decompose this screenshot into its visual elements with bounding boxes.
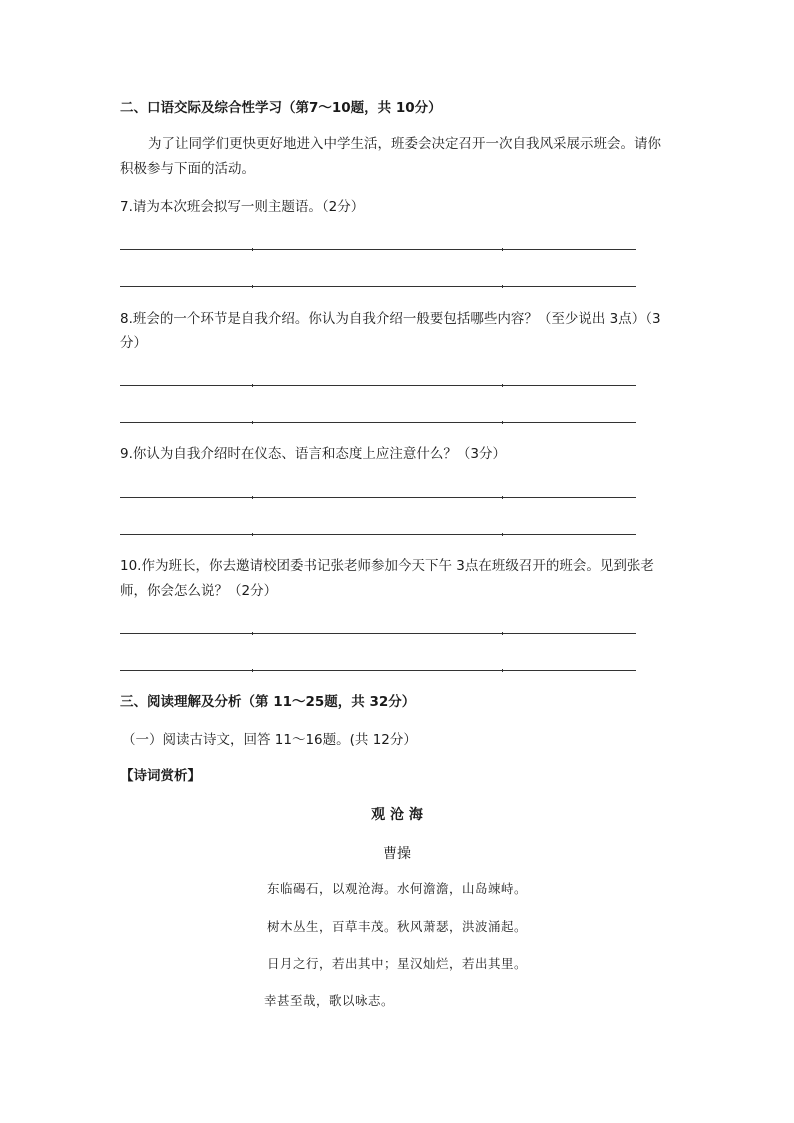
answer-line-tick	[252, 669, 253, 672]
answer-line	[120, 286, 636, 287]
question-8-line2: 分）	[120, 335, 147, 351]
answer-line-tick	[252, 496, 253, 499]
poem-line-3: 日月之行，若出其中；星汉灿烂，若出其里。	[266, 956, 527, 971]
poem-title: 观 沧 海	[371, 807, 423, 823]
answer-line-tick	[502, 533, 503, 536]
question-8-line1: 8.班会的一个环节是自我介绍。你认为自我介绍一般要包括哪些内容？（至少说出 3点）（3	[120, 311, 661, 327]
answer-line	[120, 633, 636, 634]
poem-author: 曹操	[383, 846, 411, 862]
answer-line	[120, 422, 636, 423]
answer-line-tick	[502, 285, 503, 288]
section2-heading: 二、口语交际及综合性学习（第7～10题，共 10分）	[120, 100, 442, 116]
question-10-line1: 10.作为班长，你去邀请校团委书记张老师参加今天下午 3点在班级召开的班会。见到张老	[120, 558, 654, 574]
answer-line-tick	[252, 248, 253, 251]
poem-line-1: 东临碣石，以观沧海。水何澹澹，山岛竦峙。	[266, 881, 527, 896]
poem-line-2: 树木丛生，百草丰茂。秋风萧瑟，洪波涌起。	[266, 919, 527, 934]
answer-line-tick	[502, 496, 503, 499]
question-7: 7.请为本次班会拟写一则主题语。（2分）	[120, 199, 365, 215]
poetry-appreciation-label: 【诗词赏析】	[120, 768, 201, 784]
answer-line-tick	[252, 421, 253, 424]
answer-line	[120, 497, 636, 498]
question-10-line2: 师，你会怎么说？（2分）	[120, 583, 278, 599]
answer-line-tick	[502, 421, 503, 424]
answer-line-tick	[502, 384, 503, 387]
answer-line-tick	[252, 632, 253, 635]
answer-line	[120, 534, 636, 535]
section3-sub1: （一）阅读古诗文，回答 11～16题。(共 12分）	[122, 732, 417, 748]
answer-line-tick	[252, 533, 253, 536]
answer-line-tick	[252, 285, 253, 288]
answer-line	[120, 385, 636, 386]
answer-line-tick	[502, 248, 503, 251]
section3-heading: 三、阅读理解及分析（第 11～25题，共 32分）	[120, 694, 416, 710]
answer-line	[120, 670, 636, 671]
poem-line-4: 幸甚至哉，歌以咏志。	[263, 993, 394, 1008]
section2-intro-line2: 积极参与下面的活动。	[120, 161, 255, 177]
answer-line-tick	[502, 669, 503, 672]
answer-line	[120, 249, 636, 250]
answer-line-tick	[502, 632, 503, 635]
answer-line-tick	[252, 384, 253, 387]
section2-intro-line1: 为了让同学们更快更好地进入中学生活，班委会决定召开一次自我风采展示班会。请你	[148, 136, 661, 152]
question-9: 9.你认为自我介绍时在仪态、语言和态度上应注意什么？（3分）	[120, 446, 506, 462]
